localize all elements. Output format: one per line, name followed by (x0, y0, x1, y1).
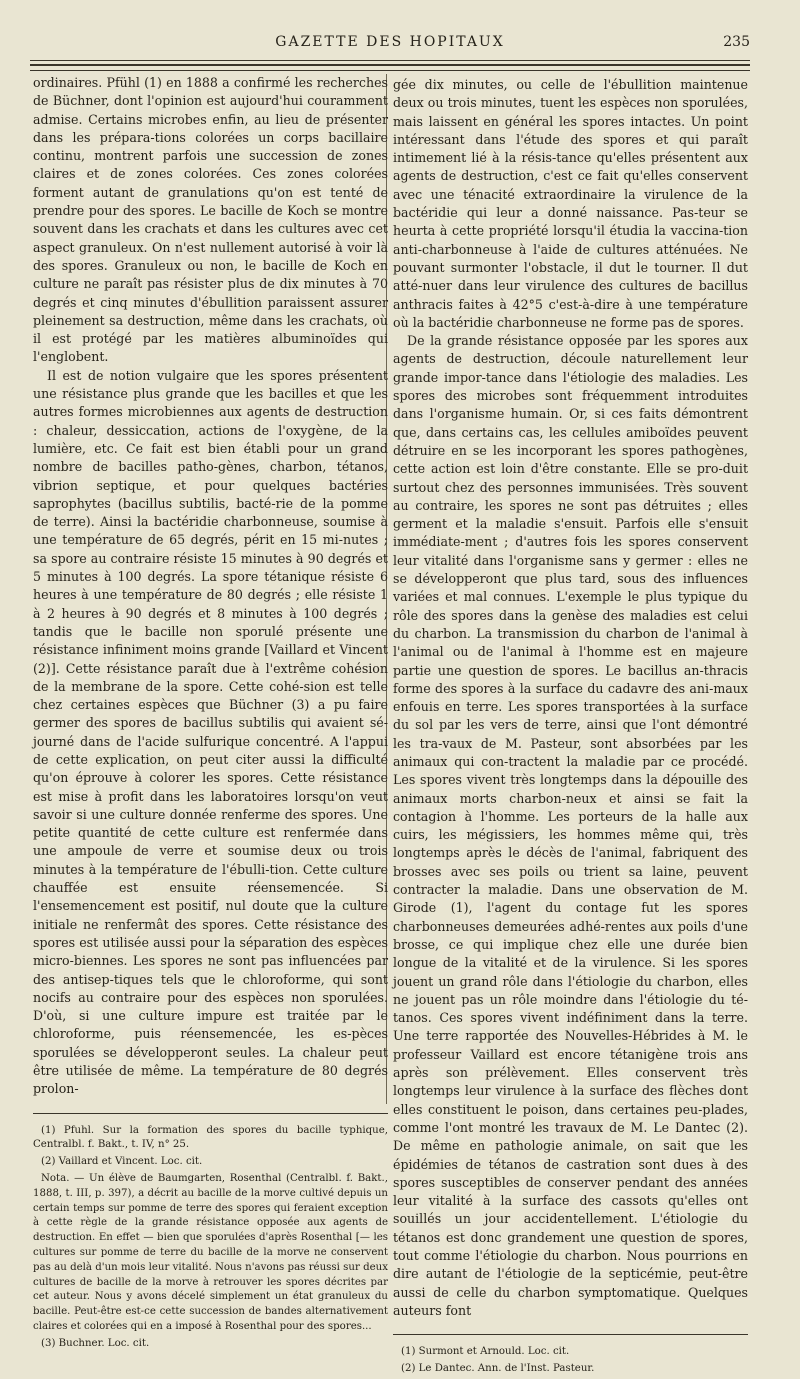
page-number: 235 (723, 34, 750, 50)
header-rule (30, 60, 750, 61)
footnote-rule (33, 1113, 388, 1114)
footnote: (1) Surmont et Arnould. Loc. cit. (401, 1346, 570, 1358)
left-body (33, 74, 388, 1099)
footnote: (2) Vaillard et Vincent. Loc. cit. (41, 1156, 203, 1168)
header-rule (30, 64, 750, 66)
right-column (393, 74, 748, 1379)
running-title: GAZETTE DES HOPITAUX (275, 34, 505, 50)
footnote-rule (393, 1334, 748, 1335)
footnote: (3) Buchner. Loc. cit. (41, 1337, 150, 1349)
right-footnotes (393, 1345, 748, 1377)
left-column (33, 74, 388, 1354)
page-header (30, 34, 750, 54)
header-rule (30, 70, 750, 71)
footnote: (2) Le Dantec. Ann. de l'Inst. Pasteur. (401, 1362, 595, 1374)
footnote: (1) Pfuhl. Sur la formation des spores du bacille typhique, Centralbl. f. Bakt., t. IV, n° 25. (33, 1124, 388, 1151)
left-footnotes (33, 1124, 388, 1352)
paragraph: De la grande résistance opposée par les spores aux agents de destruction, découle naturellement leur grande impor-tance dans l'étiologie des maladies. Les spores des microbes sont fréquemment introduites dans l'organisme humain. Or, si ces faits démontrent que, dans certains cas, les cellules amiboïdes peuvent détruire en se les incorporant les spores pathogènes, cette action est loin d'être constante. Elle se pro-duit surtout chez des personnes immunisées. Très souvent au contraire, les spores ne sont pas détruites ; elles germent et la maladie s'ensuit. Parfois elle s'ensuit immédiate-ment ; d'autres fois les spores conservent leur vitalité dans l'organisme sans y germer : elles ne se développeront que plus tard, sous des influences variées et mal connues. L'exemple le plus typique du rôle des spores dans la genèse des maladies est celui du charbon. La transmission du charbon de l'animal à l'animal ou de l'animal à l'homme est en majeure partie une question de spores. Le bacillus an-thracis forme des spores à la surface du cadavre des ani-maux enfouis en terre. Les spores transportées à la surface du sol par les vers de terre, ainsi que l'ont démontré les tra-vaux de M. Pasteur, sont absorbées par les animaux qui con-tractent la maladie par ce procédé. Les spores vivent très longtemps dans la dépouille des animaux morts charbon-neux et ainsi se fait la contagion à l'homme. Les porteurs de la halle aux cuirs, les mégissiers, les hommes même qui, très longtemps après le décès de l'animal, fabriquent des brosses avec ses poils ou trient sa laine, peuvent contracter la maladie. Dans une observation de M. Girode (1), l'agent du contage fut les spores charbonneuses demeurées adhé-rentes aux poils d'une brosse, ce qui implique chez elle une durée bien longue de la vitalité et de la virulence. Si les spores jouent un grand rôle dans l'étiologie du charbon, elles ne jouent pas un rôle moindre dans l'étiologie du té-tanos. Ces spores vivent indéfiniment dans la terre. Une terre rapportée des Nouvelles-Hébrides à M. le professeur Vaillard est encore tétanigène trois ans après son prélèvement. Elles conservent très longtemps leur virulence à la surface des flèches dont elles constituent le poison, dans certaines peu-plades, comme l'ont montré les travaux de M. Le Dantec (2). De même en pathologie animale, on sait que les épidémies de tétanos de castration sont dues à des spores susceptibles de conserver pendant des années leur vitalité à la surface des cassots qu'elles ont souillés un jour accidentellement. L'étiologie du tétanos est donc grandement une question de spores, tout comme l'étiologie du charbon. Nous pourrions en dire autant de l'étiologie de la septicémie, peut-être aussi de celle du charbon symptomatique. Quelques auteurs font (393, 333, 748, 1318)
right-body (393, 76, 748, 1320)
paragraph: Il est de notion vulgaire que les spores présentent une résistance plus grande que les bacilles et que les autres formes microbiennes aux agents de destruction : chaleur, dessiccation, actions de l'oxygène, de la lumière, etc. Ce fait est bien établi pour un grand nombre de bacilles patho-gènes, charbon, tétanos, vibrion septique, et pour quelques bactéries saprophytes (bacillus subtilis, bacté-rie de la pomme de terre). Ainsi la bactéridie charbonneuse, soumise à une température de 65 degrés, périt en 15 mi-nutes ; sa spore au contraire résiste 15 minutes à 90 degrés et 5 minutes à 100 degrés. La spore tétanique résiste 6 heures à une température de 80 degrés ; elle résiste 1 à 2 heures à 90 degrés et 8 minutes à 100 degrés ; tandis que le bacille non sporulé présente une résistance infiniment moins grande [Vaillard et Vincent (2)]. Cette résistance paraît due à l'extrême cohésion de la membrane de la spore. Cette cohé-sion est telle chez certaines espèces que Büchner (3) a pu faire germer des spores de bacillus subtilis qui avaient sé-journé dans de l'acide sulfurique concentré. A l'appui de cette explication, on peut citer aussi la difficulté qu'on éprouve à colorer les spores. Cette résistance est mise à profit dans les laboratoires lorsqu'on veut savoir si une culture donnée renferme des spores. Une petite quantité de cette culture est renfermée dans une ampoule de verre et soumise deux ou trois minutes à la température de l'ébulli-tion. Cette culture chauffée est ensuite réensemencée. Si l'ensemencement est positif, nul doute que la culture initiale ne renfermât des spores. Cette résistance des spores est utilisée aussi pour la séparation des espèces micro-biennes. Les spores ne sont pas influencées par des antisep-tiques tels que le chloroforme, qui sont nocifs au contraire pour des espèces non sporulées. D'où, si une culture impure est traitée par le chloroforme, puis réensemencée, les es-pèces sporulées se développeront seules. La chaleur peut être utilisée de même. La température de 80 degrés prolon- (33, 367, 388, 1097)
paragraph: ordinaires. Pfühl (1) en 1888 a confirmé les recherches de Büchner, dont l'opinion est aujourd'hui couramment admise. Certains microbes enfin, au lieu de présenter dans les prépara-tions colorées un corps bacillaire continu, montrent parfois une succession de zones claires et de zones colorées. Ces zones colorées forment autant de granulations qu'on est tenté de prendre pour des spores. Le bacille de Koch se montre souvent dans les crachats et dans les cultures avec cet aspect granuleux. On n'est nullement autorisé à voir là des spores. Granuleux ou non, le bacille de Koch en culture ne paraît pas résister plus de dix minutes à 70 degrés et cinq minutes d'ébullition paraissent assurer pleinement sa destruction, même dans les crachats, où il est protégé par les matières albuminoïdes qui l'englobent. (33, 75, 388, 365)
footnote-nota: Nota. — Un élève de Baumgarten, Rosenthal (Centralbl. f. Bakt., 1888, t. III, p. 397), a décrit au bacille de la morve cultivé depuis un certain temps sur pomme de terre des spores qui feraient exception à cette règle de la grande résistance opposée aux agents de destruction. En effet — bien que sporulées d'après Rosenthal [— les cultures sur pomme de terre du bacille de la morve ne conservent pas au delà d'un mois leur vitalité. Nous n'avons pas réussi sur deux cultures de bacille de la morve à retrouver les spores décrites par cet auteur. Nous y avons décelé simplement un état granuleux du bacille. Peut-être est-ce cette succession de bandes alternativement claires et colorées qui en a imposé à Rosenthal pour des spores... (33, 1173, 388, 1332)
paragraph: gée dix minutes, ou celle de l'ébullition maintenue deux ou trois minutes, tuent les espèces non sporulées, mais laissent en général les spores intactes. Un point intéressant dans l'étude des spores et qui paraît intimement lié à la résis-tance qu'elles présentent aux agents de destruction, c'est ce fait qu'elles conservent avec une ténacité extraordinaire la virulence de la bactéridie qui leur a donné naissance. Pas-teur se heurta à cette propriété lorsqu'il étudia la vaccina-tion anti-charbonneuse à l'aide de cultures atténuées. Ne pouvant surmonter l'obstacle, il dut le tourner. Il dut atté-nuer dans leur virulence des cultures de bacillus anthracis faites à 42°5 c'est-à-dire à une température où la bactéridie charbonneuse ne forme pas de spores. (393, 77, 748, 330)
